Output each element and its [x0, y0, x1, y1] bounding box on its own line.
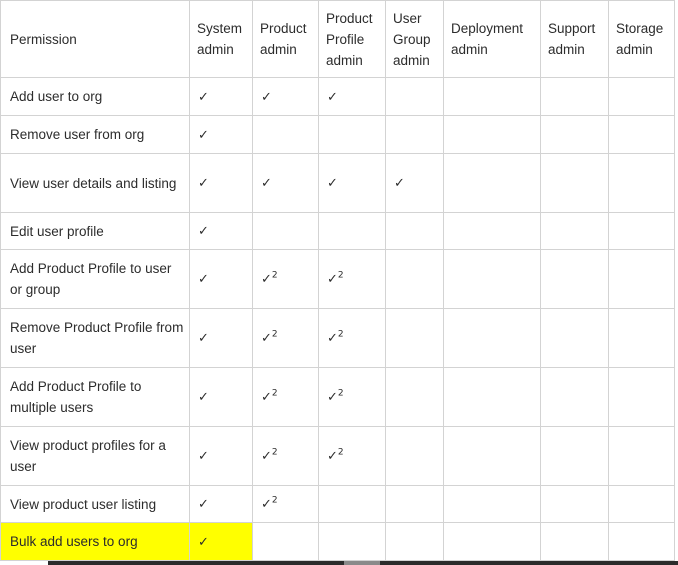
permission-value-cell	[253, 250, 319, 309]
checkmark-icon: ✓$^2$	[327, 388, 344, 405]
footnote-marker: 2	[337, 270, 344, 281]
permission-value-cell	[190, 250, 253, 309]
permission-value-cell	[386, 427, 444, 486]
footnote-marker: 2	[337, 329, 344, 340]
column-header-deployment-admin: Deployment admin	[444, 1, 541, 78]
permission-value-cell	[444, 486, 541, 523]
footnote-marker: 2	[271, 270, 278, 281]
checkmark-icon: ✓$^2$	[327, 270, 344, 287]
permission-value-cell	[609, 523, 675, 561]
permission-value-cell	[609, 154, 675, 213]
permission-cell: Add Product Profile to multiple users	[1, 368, 190, 427]
footnote-marker: 2	[271, 447, 278, 458]
permission-value-cell	[253, 213, 319, 250]
checkmark-icon: ✓$^2$	[261, 329, 278, 346]
permission-value-cell	[319, 368, 386, 427]
table-row	[1, 154, 675, 213]
permission-value-cell	[444, 154, 541, 213]
column-header-product-profile-admin: Product Profile admin	[319, 1, 386, 78]
permission-value-cell	[609, 116, 675, 154]
permission-value-cell	[190, 213, 253, 250]
permission-value-cell	[444, 78, 541, 116]
table-row	[1, 213, 675, 250]
footnote-marker: 2	[337, 388, 344, 399]
column-header-storage-admin: Storage admin	[609, 1, 675, 78]
checkmark-icon: ✓	[198, 331, 209, 346]
permission-cell: Edit user profile	[1, 213, 190, 250]
checkmark-icon: ✓	[198, 534, 209, 550]
table-row	[1, 309, 675, 368]
horizontal-scrollbar[interactable]	[48, 561, 678, 565]
permission-value-cell	[541, 368, 609, 427]
permission-value-cell	[253, 523, 319, 561]
checkmark-icon: ✓	[198, 390, 209, 405]
permission-value-cell	[609, 250, 675, 309]
permission-value-cell	[253, 486, 319, 523]
permission-value-cell	[319, 154, 386, 213]
permission-value-cell	[253, 154, 319, 213]
column-header-system-admin: System admin	[190, 1, 253, 78]
permission-value-cell	[386, 523, 444, 561]
table-row	[1, 486, 675, 523]
checkmark-icon: ✓$^2$	[261, 270, 278, 287]
checkmark-icon: ✓$^2$	[261, 388, 278, 405]
permission-value-cell	[319, 309, 386, 368]
permission-value-cell	[541, 78, 609, 116]
table-row	[1, 523, 675, 561]
permission-value-cell	[319, 78, 386, 116]
table-row	[1, 78, 675, 116]
permission-value-cell	[386, 213, 444, 250]
permission-cell: View product profiles for a user	[1, 427, 190, 486]
permission-value-cell	[190, 486, 253, 523]
permission-value-cell	[444, 368, 541, 427]
permission-value-cell	[386, 250, 444, 309]
permission-value-cell	[444, 309, 541, 368]
permission-value-cell	[190, 154, 253, 213]
permission-value-cell	[541, 523, 609, 561]
checkmark-icon: ✓	[198, 224, 209, 239]
permission-value-cell	[541, 309, 609, 368]
permission-value-cell	[319, 116, 386, 154]
permission-value-cell	[253, 368, 319, 427]
footnote-marker: 2	[271, 495, 278, 506]
permission-value-cell	[386, 154, 444, 213]
permission-value-cell	[386, 368, 444, 427]
permission-value-cell	[386, 309, 444, 368]
permission-value-cell	[541, 213, 609, 250]
header-row	[1, 1, 675, 78]
checkmark-icon: ✓$^2$	[261, 495, 278, 512]
checkmark-icon: ✓$^2$	[261, 447, 278, 464]
permission-value-cell	[319, 523, 386, 561]
permission-value-cell	[609, 213, 675, 250]
permission-value-cell	[253, 116, 319, 154]
permission-value-cell	[190, 427, 253, 486]
table-row	[1, 250, 675, 309]
permission-value-cell	[319, 213, 386, 250]
permission-cell: View user details and listing	[1, 154, 190, 213]
permission-value-cell	[253, 427, 319, 486]
table-row	[1, 427, 675, 486]
permission-value-cell	[319, 486, 386, 523]
permission-value-cell	[541, 427, 609, 486]
column-header-user-group-admin: User Group admin	[386, 1, 444, 78]
permission-value-cell	[541, 154, 609, 213]
permission-cell: Add Product Profile to user or group	[1, 250, 190, 309]
checkmark-icon: ✓	[198, 176, 209, 191]
permission-value-cell	[444, 523, 541, 561]
checkmark-icon: ✓$^2$	[327, 447, 344, 464]
permission-cell: Add user to org	[1, 78, 190, 116]
checkmark-icon: ✓	[198, 449, 209, 464]
permission-value-cell	[609, 427, 675, 486]
table-row	[1, 368, 675, 427]
permission-value-cell	[190, 78, 253, 116]
checkmark-icon: ✓	[198, 272, 209, 287]
permission-value-cell	[386, 486, 444, 523]
checkmark-icon: ✓	[198, 89, 209, 105]
permission-value-cell	[444, 250, 541, 309]
permission-cell: Remove user from org	[1, 116, 190, 154]
permission-value-cell	[253, 78, 319, 116]
permission-value-cell	[253, 309, 319, 368]
permission-value-cell	[190, 309, 253, 368]
permission-value-cell	[190, 523, 253, 561]
checkmark-icon: ✓	[261, 89, 272, 105]
permission-value-cell	[444, 116, 541, 154]
permission-value-cell	[541, 116, 609, 154]
checkmark-icon: ✓	[327, 176, 338, 191]
footnote-marker: 2	[271, 329, 278, 340]
column-header-product-admin: Product admin	[253, 1, 319, 78]
checkmark-icon: ✓	[394, 176, 405, 191]
permission-cell: Bulk add users to org	[1, 523, 190, 561]
permission-value-cell	[609, 78, 675, 116]
permission-value-cell	[444, 427, 541, 486]
permission-value-cell	[541, 250, 609, 309]
permission-value-cell	[609, 368, 675, 427]
column-header-permission: Permission	[1, 1, 190, 78]
permission-value-cell	[386, 116, 444, 154]
permission-cell: Remove Product Profile from user	[1, 309, 190, 368]
permission-value-cell	[190, 368, 253, 427]
footnote-marker: 2	[337, 447, 344, 458]
checkmark-icon: ✓	[261, 176, 272, 191]
permission-value-cell	[319, 427, 386, 486]
table-row	[1, 116, 675, 154]
permission-value-cell	[319, 250, 386, 309]
checkmark-icon: ✓	[327, 89, 338, 105]
table-body	[1, 78, 675, 561]
checkmark-icon: ✓	[198, 127, 209, 143]
footnote-marker: 2	[271, 388, 278, 399]
permission-value-cell	[386, 78, 444, 116]
permission-cell: View product user listing	[1, 486, 190, 523]
permission-value-cell	[609, 486, 675, 523]
permission-value-cell	[541, 486, 609, 523]
column-header-support-admin: Support admin	[541, 1, 609, 78]
checkmark-icon: ✓	[198, 497, 209, 512]
permission-value-cell	[609, 309, 675, 368]
scrollbar-thumb[interactable]	[344, 561, 380, 565]
checkmark-icon: ✓$^2$	[327, 329, 344, 346]
permission-value-cell	[444, 213, 541, 250]
permission-value-cell	[190, 116, 253, 154]
